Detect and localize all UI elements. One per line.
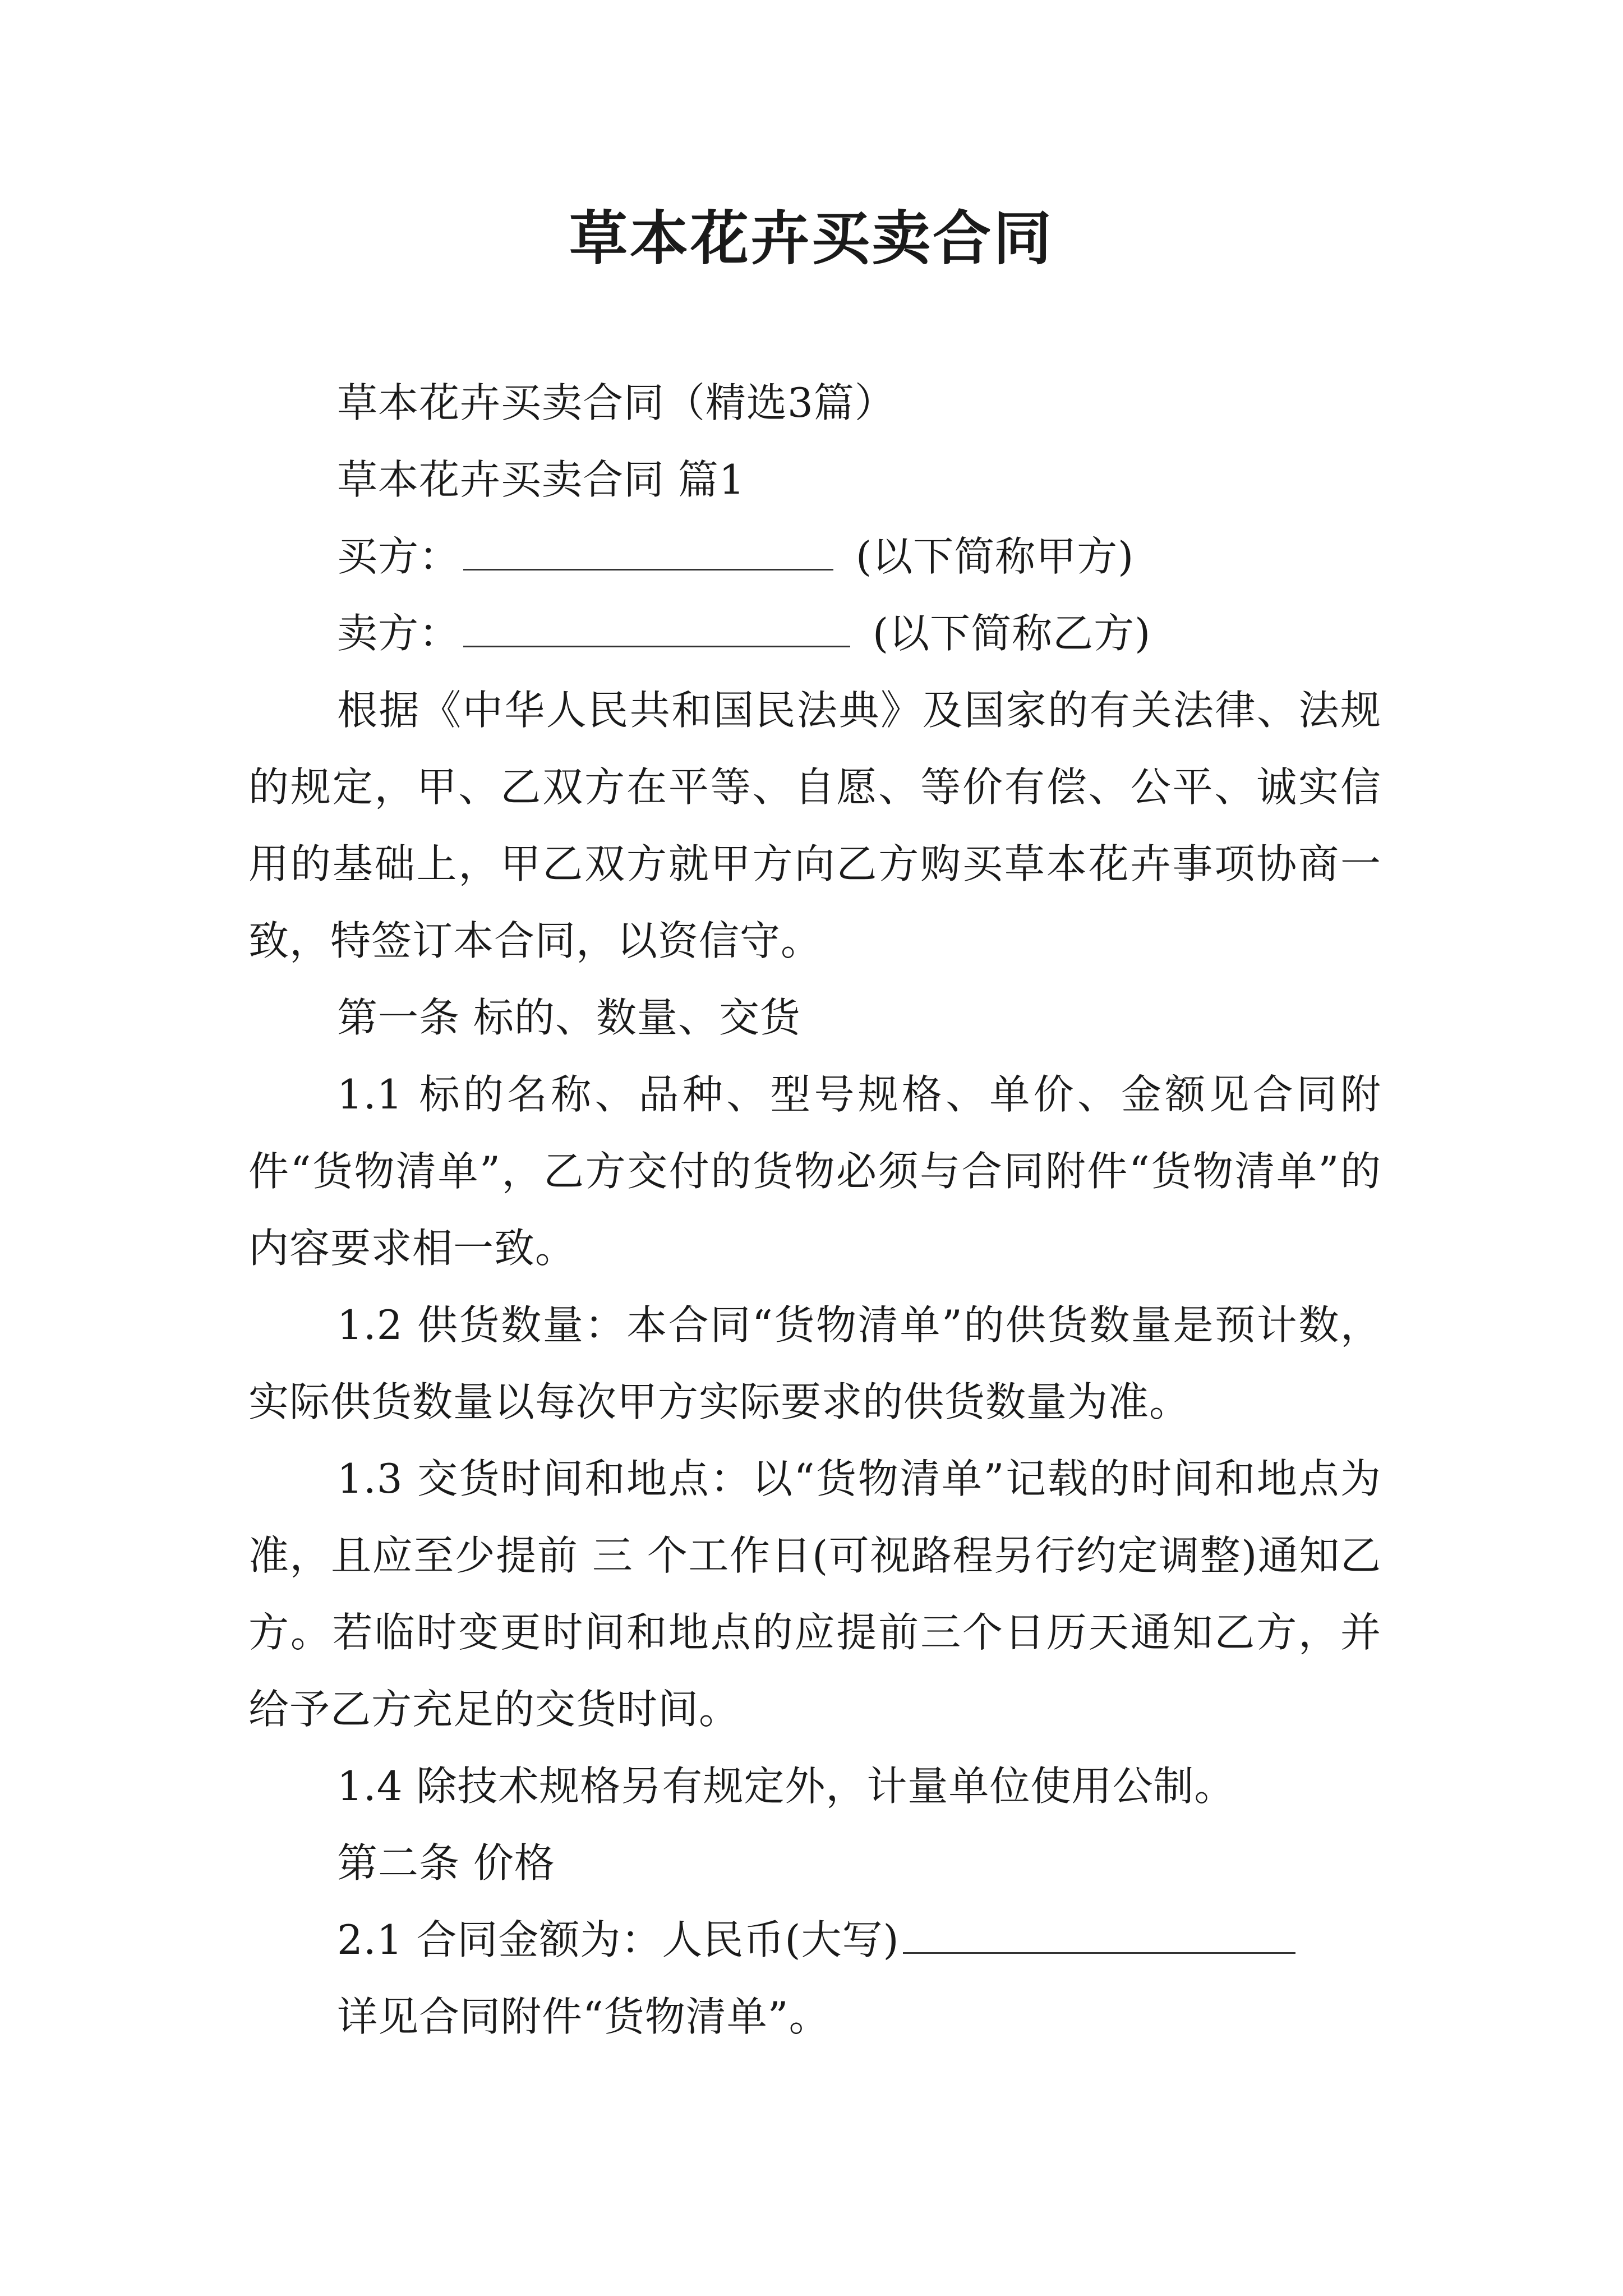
section2-title: 第二条 价格 <box>337 1839 555 1887</box>
buyer-label: 买方： <box>337 533 460 580</box>
buyer-line <box>248 518 1381 595</box>
preamble-paragraph: 根据《中华人民共和国民法典》及国家的有关法律、法规的规定，甲、乙双方在平等、自愿、等价有偿、公平、诚实信用的基础上，甲乙双方就甲方向乙方购买草本花卉事项协商一致，特签订本合同，以资信守。 <box>248 687 1381 964</box>
subtitle-line <box>248 365 1381 441</box>
article-heading <box>248 441 1381 518</box>
clause-2-1-text: 2.1 合同金额为：人民币(大写) <box>337 1916 900 1963</box>
seller-label: 卖方： <box>337 610 460 657</box>
amount-blank-field <box>903 1907 1295 1954</box>
clause-1-3: 1.3 交货时间和地点：以“货物清单”记载的时间和地点为准，且应至少提前 三 个工作日(可视路程另行约定调整)通知乙方。若临时变更时间和地点的应提前三个日历天通知乙方，并给予乙方充足的交货时间。 <box>248 1455 1381 1733</box>
section1-title: 第一条 标的、数量、交货 <box>337 994 801 1041</box>
seller-note: (以下简称乙方) <box>873 610 1151 657</box>
clause-1-4: 1.4 除技术规格另有规定外，计量单位使用公制。 <box>337 1763 1235 1810</box>
clause-2-1 <box>248 1902 1381 1978</box>
subtitle-text: 草本花卉买卖合同（精选3篇） <box>337 379 896 426</box>
clause-1-2: 1.2 供货数量：本合同“货物清单”的供货数量是预计数，实际供货数量以每次甲方实际要求的供货数量为准。 <box>248 1301 1381 1425</box>
article-heading-text: 草本花卉买卖合同 篇1 <box>337 456 745 503</box>
clause-1-1: 1.1 标的名称、品种、型号规格、单价、金额见合同附件“货物清单”，乙方交付的货物必须与合同附件“货物清单”的内容要求相一致。 <box>248 1071 1381 1272</box>
document-title: 草本花卉买卖合同 <box>569 204 1054 273</box>
document-body <box>248 365 1381 2055</box>
clause-2-1-detail: 详见合同附件“货物清单”。 <box>337 1993 830 2040</box>
seller-blank-field <box>463 601 850 647</box>
buyer-blank-field <box>463 524 833 570</box>
buyer-note: (以下简称甲方) <box>856 533 1135 580</box>
seller-line <box>248 595 1381 672</box>
